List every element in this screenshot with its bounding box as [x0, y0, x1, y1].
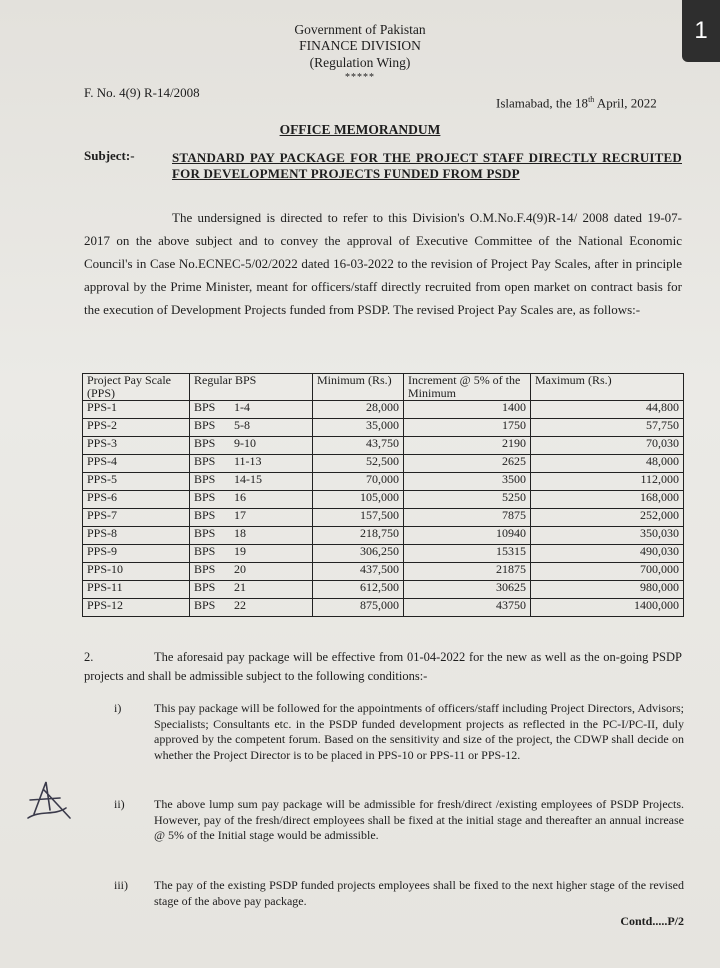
cell-increment: 10940	[404, 527, 531, 545]
cell-minimum: 875,000	[313, 599, 404, 617]
bps-label: BPS	[194, 562, 216, 576]
continued-note: Contd.....P/2	[620, 914, 684, 928]
bps-range: 22	[234, 598, 246, 612]
bps-range: 17	[234, 508, 246, 522]
cell-minimum: 52,500	[313, 455, 404, 473]
date-rest: April, 2022	[594, 95, 657, 111]
date-sup: th	[588, 95, 595, 104]
bps-range: 20	[234, 562, 246, 576]
cell-minimum: 218,750	[313, 527, 404, 545]
table-row	[83, 419, 684, 437]
header-government: Government of Pakistan	[294, 22, 426, 37]
cell-bps	[190, 491, 313, 509]
table-row	[83, 491, 684, 509]
header-division: FINANCE DIVISION	[299, 38, 421, 53]
cell-increment: 1750	[404, 419, 531, 437]
bps-label: BPS	[194, 400, 216, 414]
cell-increment: 43750	[404, 599, 531, 617]
table-row	[83, 545, 684, 563]
cell-bps	[190, 581, 313, 599]
body-paragraph-1: The undersigned is directed to refer to this Division's O.M.No.F.4(9)R-14/ 2008 dated 19-07-2017 on the above subject and to convey the approval of Executive Committee of the National Economic Council's in Case No.ECNEC-5/02/2022 dated 16-03-2022 to the revision of Project Pay Scales, after in principle approval by the Prime Minister, meant for officers/staff directly recruited from open market on contract basis for the execution of Development Projects funded from PSDP. The revised Project Pay Scales are, as follows:-	[84, 210, 682, 317]
cell-bps	[190, 563, 313, 581]
condition-ii	[114, 797, 684, 844]
cell-bps	[190, 473, 313, 491]
bps-label: BPS	[194, 508, 216, 522]
bps-label: BPS	[194, 436, 216, 450]
paragraph-2-number: 2.	[84, 650, 94, 664]
condition-text: The above lump sum pay package will be admissible for fresh/direct /existing employees of PSDP Projects. However, pay of the fresh/direct employees shall be fixed at the initial stage and thereafter an annual increase @ 5% of the Initial stage would be admissible.	[154, 797, 684, 842]
cell-bps	[190, 401, 313, 419]
table-header-row	[83, 374, 684, 401]
handwritten-signature	[20, 770, 80, 830]
cell-pps: PPS-4	[83, 455, 190, 473]
cell-pps: PPS-7	[83, 509, 190, 527]
cell-maximum: 44,800	[531, 401, 684, 419]
bps-range: 9-10	[234, 436, 256, 450]
header-maximum: Maximum (Rs.)	[531, 374, 684, 401]
bps-label: BPS	[194, 580, 216, 594]
header-minimum: Minimum (Rs.)	[313, 374, 404, 401]
cell-increment: 21875	[404, 563, 531, 581]
table-row	[83, 473, 684, 491]
cell-maximum: 168,000	[531, 491, 684, 509]
table-row	[83, 599, 684, 617]
cell-minimum: 28,000	[313, 401, 404, 419]
cell-pps: PPS-5	[83, 473, 190, 491]
cell-bps	[190, 455, 313, 473]
header-bps: Regular BPS	[190, 374, 313, 401]
bps-range: 5-8	[234, 418, 250, 432]
body-paragraph-2	[84, 648, 682, 686]
cell-minimum: 35,000	[313, 419, 404, 437]
bps-range: 11-13	[234, 454, 262, 468]
cell-increment: 3500	[404, 473, 531, 491]
paragraph-2-text: The aforesaid pay package will be effective from 01-04-2022 for the new as well as the on-going PSDP projects and shall be admissible subject to the following conditions:-	[84, 650, 682, 683]
cell-maximum: 350,030	[531, 527, 684, 545]
bps-range: 19	[234, 544, 246, 558]
condition-text: This pay package will be followed for the appointments of officers/staff including Project Directors, Advisors; Specialists; Consultants etc. in the PSDP funded development projects as reflected in the PC-I/PC-II, duly approved by the competent forum. Based on the sensitivity and size of the project, the CDWP shall decide on whether the Project Director is to be placed in PPS-10 or PPS-11 or PPS-12.	[154, 701, 684, 762]
bps-label: BPS	[194, 526, 216, 540]
cell-maximum: 48,000	[531, 455, 684, 473]
condition-number: i)	[114, 701, 122, 715]
cell-maximum: 980,000	[531, 581, 684, 599]
cell-increment: 30625	[404, 581, 531, 599]
table-row	[83, 509, 684, 527]
cell-maximum: 252,000	[531, 509, 684, 527]
table-row	[83, 455, 684, 473]
cell-bps	[190, 527, 313, 545]
bps-label: BPS	[194, 490, 216, 504]
cell-pps: PPS-12	[83, 599, 190, 617]
cell-increment: 1400	[404, 401, 531, 419]
header-wing: (Regulation Wing)	[309, 55, 411, 70]
cell-maximum: 1400,000	[531, 599, 684, 617]
bps-label: BPS	[194, 598, 216, 612]
cell-bps	[190, 419, 313, 437]
cell-bps	[190, 437, 313, 455]
cell-minimum: 70,000	[313, 473, 404, 491]
cell-minimum: 157,500	[313, 509, 404, 527]
cell-pps: PPS-2	[83, 419, 190, 437]
subject-text: STANDARD PAY PACKAGE FOR THE PROJECT STAFF DIRECTLY RECRUITED FOR DEVELOPMENT PROJECTS FUNDED FROM PSDP	[172, 150, 682, 181]
header-stars: *****	[345, 72, 375, 83]
table-row	[83, 581, 684, 599]
date-line	[496, 95, 657, 111]
cell-maximum: 700,000	[531, 563, 684, 581]
table-row	[83, 437, 684, 455]
cell-pps: PPS-8	[83, 527, 190, 545]
page-number-badge: 1	[682, 0, 720, 62]
cell-bps	[190, 509, 313, 527]
bps-label: BPS	[194, 544, 216, 558]
cell-pps: PPS-10	[83, 563, 190, 581]
condition-iii	[114, 878, 684, 909]
cell-pps: PPS-1	[83, 401, 190, 419]
cell-minimum: 105,000	[313, 491, 404, 509]
cell-pps: PPS-11	[83, 581, 190, 599]
bps-range: 21	[234, 580, 246, 594]
bps-range: 1-4	[234, 400, 250, 414]
header-increment: Increment @ 5% of the Minimum	[404, 374, 531, 401]
header-pps: Project Pay Scale (PPS)	[83, 374, 190, 401]
cell-maximum: 490,030	[531, 545, 684, 563]
table-row	[83, 527, 684, 545]
cell-minimum: 612,500	[313, 581, 404, 599]
cell-pps: PPS-9	[83, 545, 190, 563]
table-row	[83, 401, 684, 419]
cell-bps	[190, 599, 313, 617]
table-row	[83, 563, 684, 581]
pay-scale-table	[82, 373, 684, 617]
bps-range: 16	[234, 490, 246, 504]
condition-text: The pay of the existing PSDP funded projects employees shall be fixed to the next higher stage of the revised stage of the above pay package.	[154, 878, 684, 908]
subject-label: Subject:-	[84, 148, 135, 163]
bps-label: BPS	[194, 454, 216, 468]
condition-number: iii)	[114, 878, 128, 892]
bps-range: 14-15	[234, 472, 262, 486]
cell-minimum: 306,250	[313, 545, 404, 563]
bps-range: 18	[234, 526, 246, 540]
cell-minimum: 43,750	[313, 437, 404, 455]
cell-maximum: 112,000	[531, 473, 684, 491]
cell-maximum: 70,030	[531, 437, 684, 455]
cell-increment: 2625	[404, 455, 531, 473]
cell-pps: PPS-6	[83, 491, 190, 509]
bps-label: BPS	[194, 472, 216, 486]
condition-i	[114, 701, 684, 763]
cell-maximum: 57,750	[531, 419, 684, 437]
cell-increment: 2190	[404, 437, 531, 455]
file-number: F. No. 4(9) R-14/2008	[84, 85, 200, 100]
bps-label: BPS	[194, 418, 216, 432]
cell-pps: PPS-3	[83, 437, 190, 455]
condition-number: ii)	[114, 797, 125, 811]
cell-bps	[190, 545, 313, 563]
memo-title: OFFICE MEMORANDUM	[279, 122, 441, 137]
cell-minimum: 437,500	[313, 563, 404, 581]
date-place: Islamabad, the 18	[496, 95, 589, 111]
cell-increment: 5250	[404, 491, 531, 509]
cell-increment: 7875	[404, 509, 531, 527]
cell-increment: 15315	[404, 545, 531, 563]
